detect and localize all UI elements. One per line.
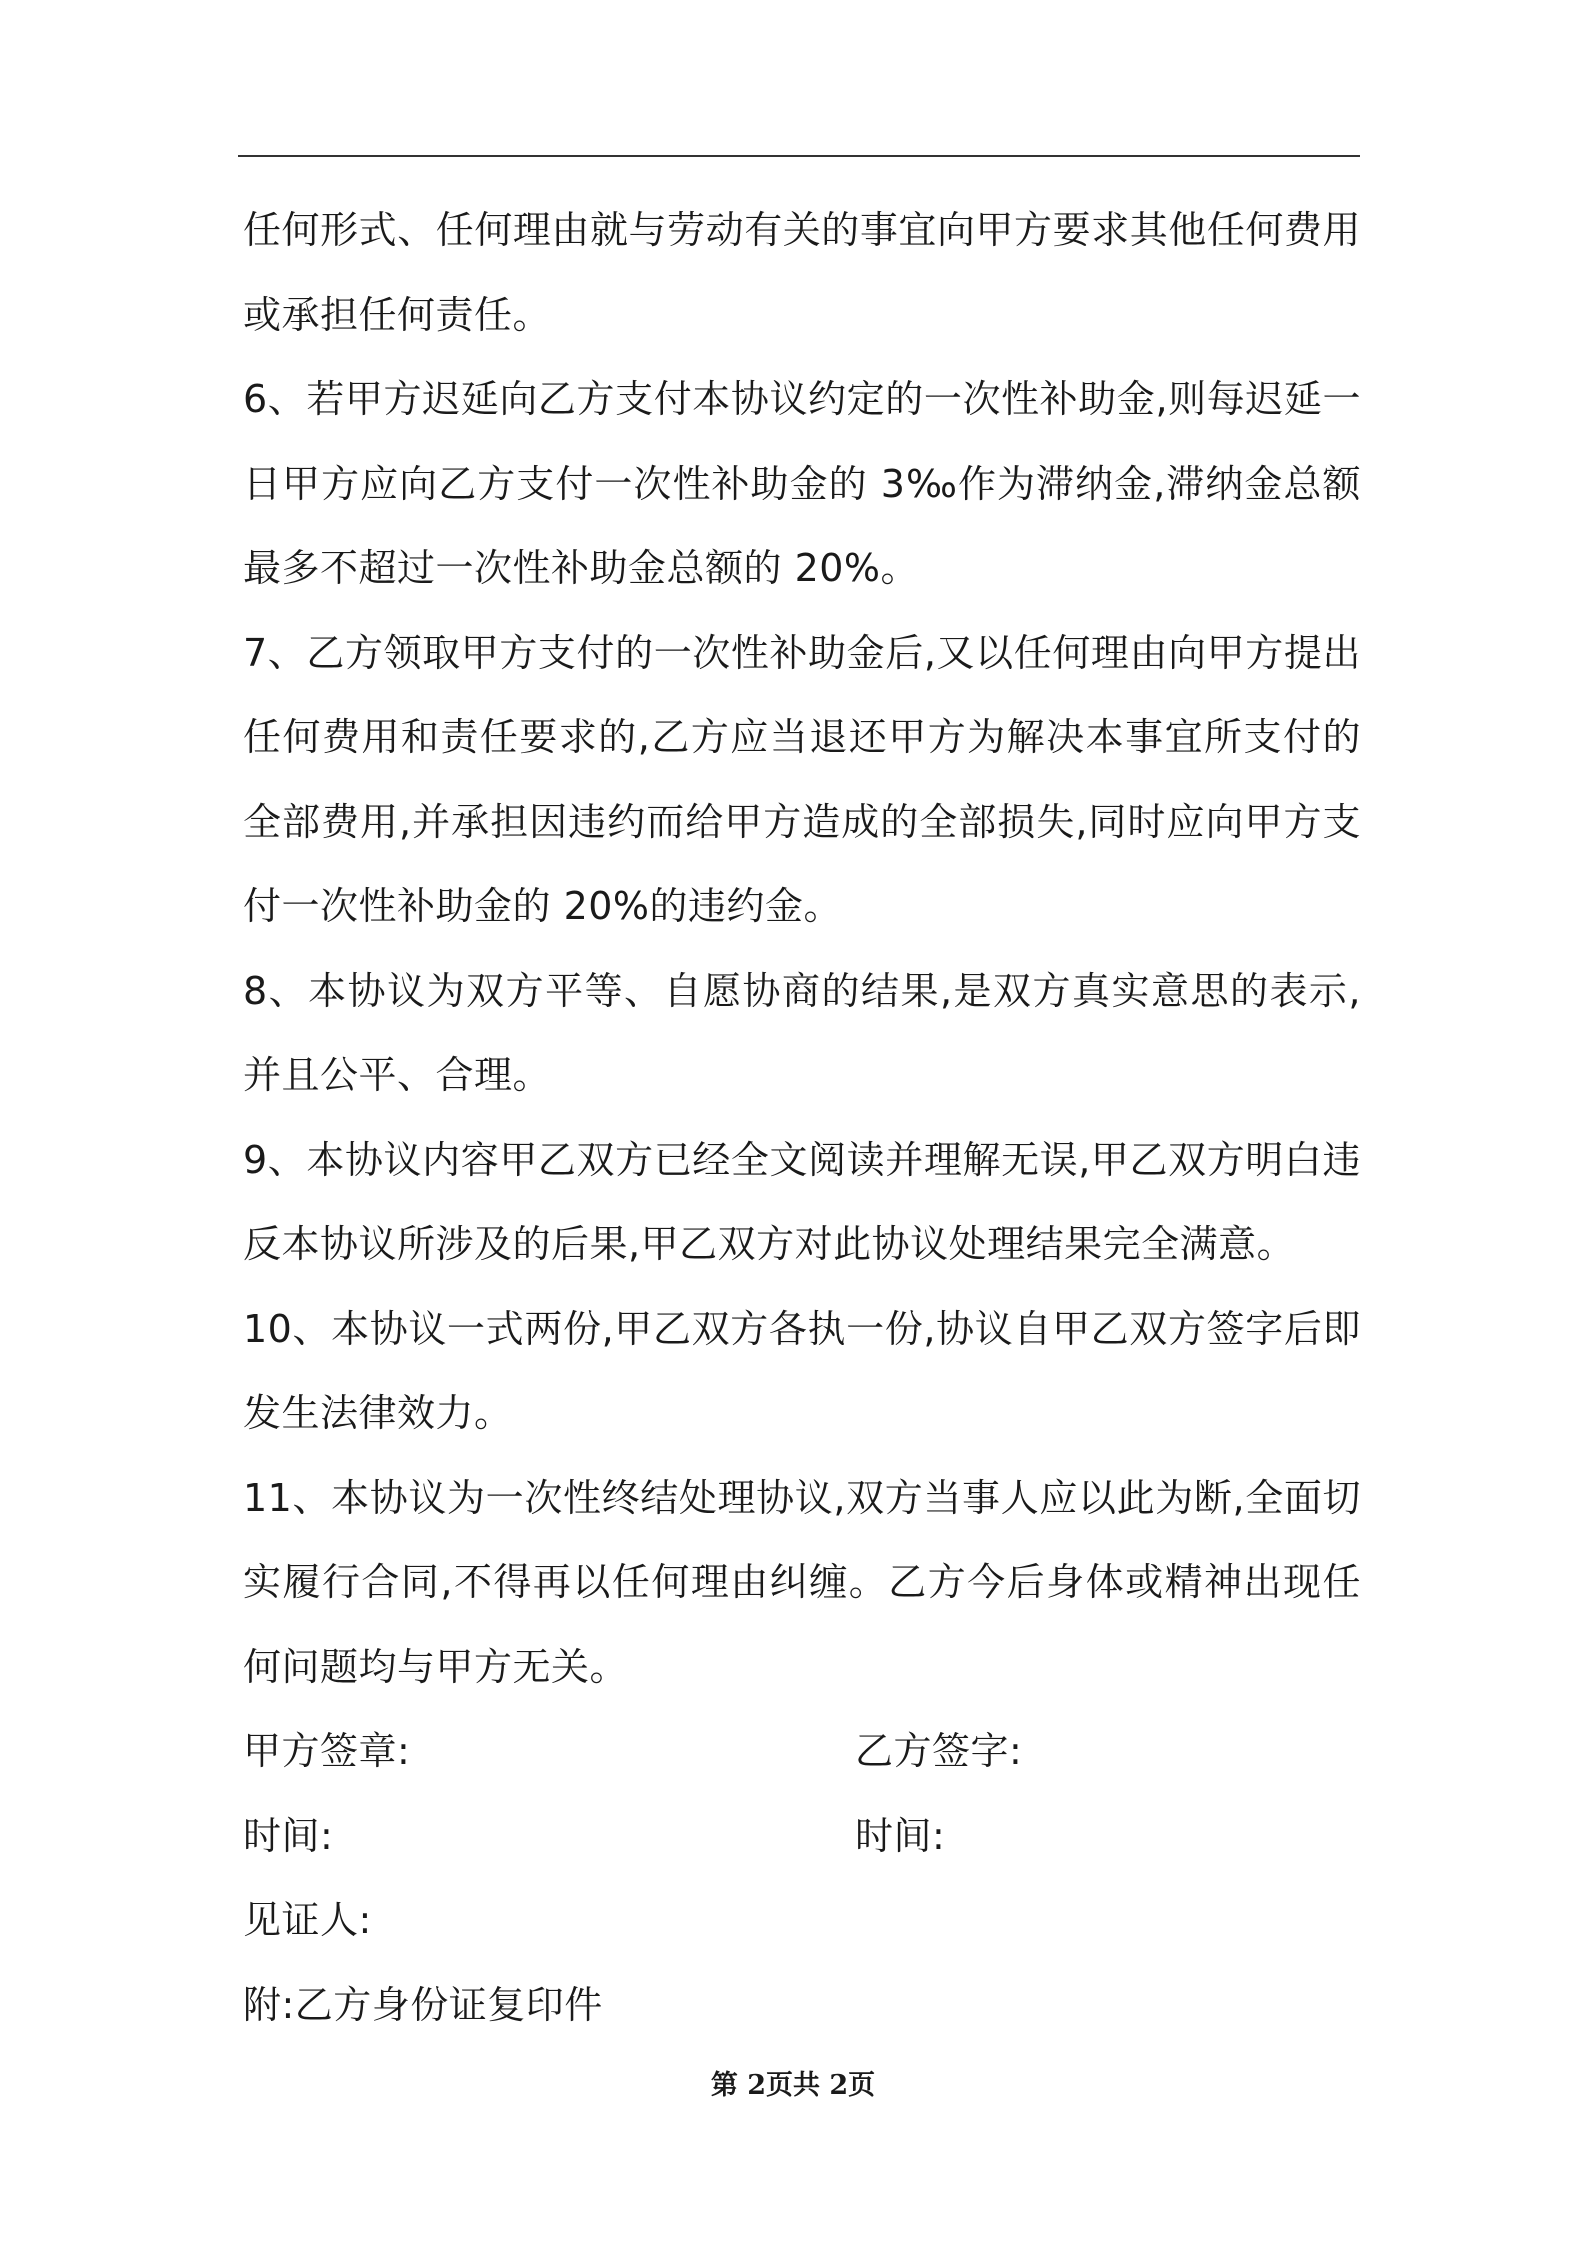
party-b-time-label: 时间: — [855, 1813, 946, 1858]
paragraph-clause-11: 11、本协议为一次性终结处理协议,双方当事人应以此为断,全面切实履行合同,不得再以任何理由纠缠。乙方今后身体或精神出现任何问题均与甲方无关。 — [243, 1475, 1361, 1689]
paragraph-continuation: 任何形式、任何理由就与劳动有关的事宜向甲方要求其他任何费用或承担任何责任。 — [243, 208, 1361, 337]
paragraph-clause-9: 9、本协议内容甲乙双方已经全文阅读并理解无误,甲乙双方明白违反本协议所涉及的后果,甲乙双方对此协议处理结果完全满意。 — [243, 1137, 1361, 1266]
paragraph-clause-6: 6、若甲方迟延向乙方支付本协议约定的一次性补助金,则每迟延一日甲方应向乙方支付一次性补助金的 3‰作为滞纳金,滞纳金总额最多不超过一次性补助金总额的 20%。 — [243, 377, 1361, 590]
time-row — [243, 1794, 1361, 1879]
paragraph-clause-7: 7、乙方领取甲方支付的一次性补助金后,又以任何理由向甲方提出任何费用和责任要求的,乙方应当退还甲方为解决本事宜所支付的全部费用,并承担因违约而给甲方造成的全部损失,同时应向甲方支付一次性补助金的 20%的违约金。 — [243, 630, 1361, 928]
party-b-sign-label: 乙方签字: — [855, 1729, 1023, 1773]
signature-row — [243, 1709, 1361, 1794]
party-a-seal-label: 甲方签章: — [243, 1729, 411, 1773]
paragraph-clause-10: 10、本协议一式两份,甲乙双方各执一份,协议自甲乙双方签字后即发生法律效力。 — [243, 1306, 1361, 1435]
paragraph-clause-8: 8、本协议为双方平等、自愿协商的结果,是双方真实意思的表示,并且公平、合理。 — [243, 968, 1361, 1097]
page-number-footer: 第 2页共 2页 — [710, 2070, 876, 2101]
attachment-note: 附:乙方身份证复印件 — [243, 1982, 603, 2027]
witness-label: 见证人: — [243, 1898, 372, 1942]
party-a-time-label: 时间: — [243, 1813, 334, 1858]
header-rule — [238, 155, 1360, 157]
document-body — [243, 188, 1361, 2047]
